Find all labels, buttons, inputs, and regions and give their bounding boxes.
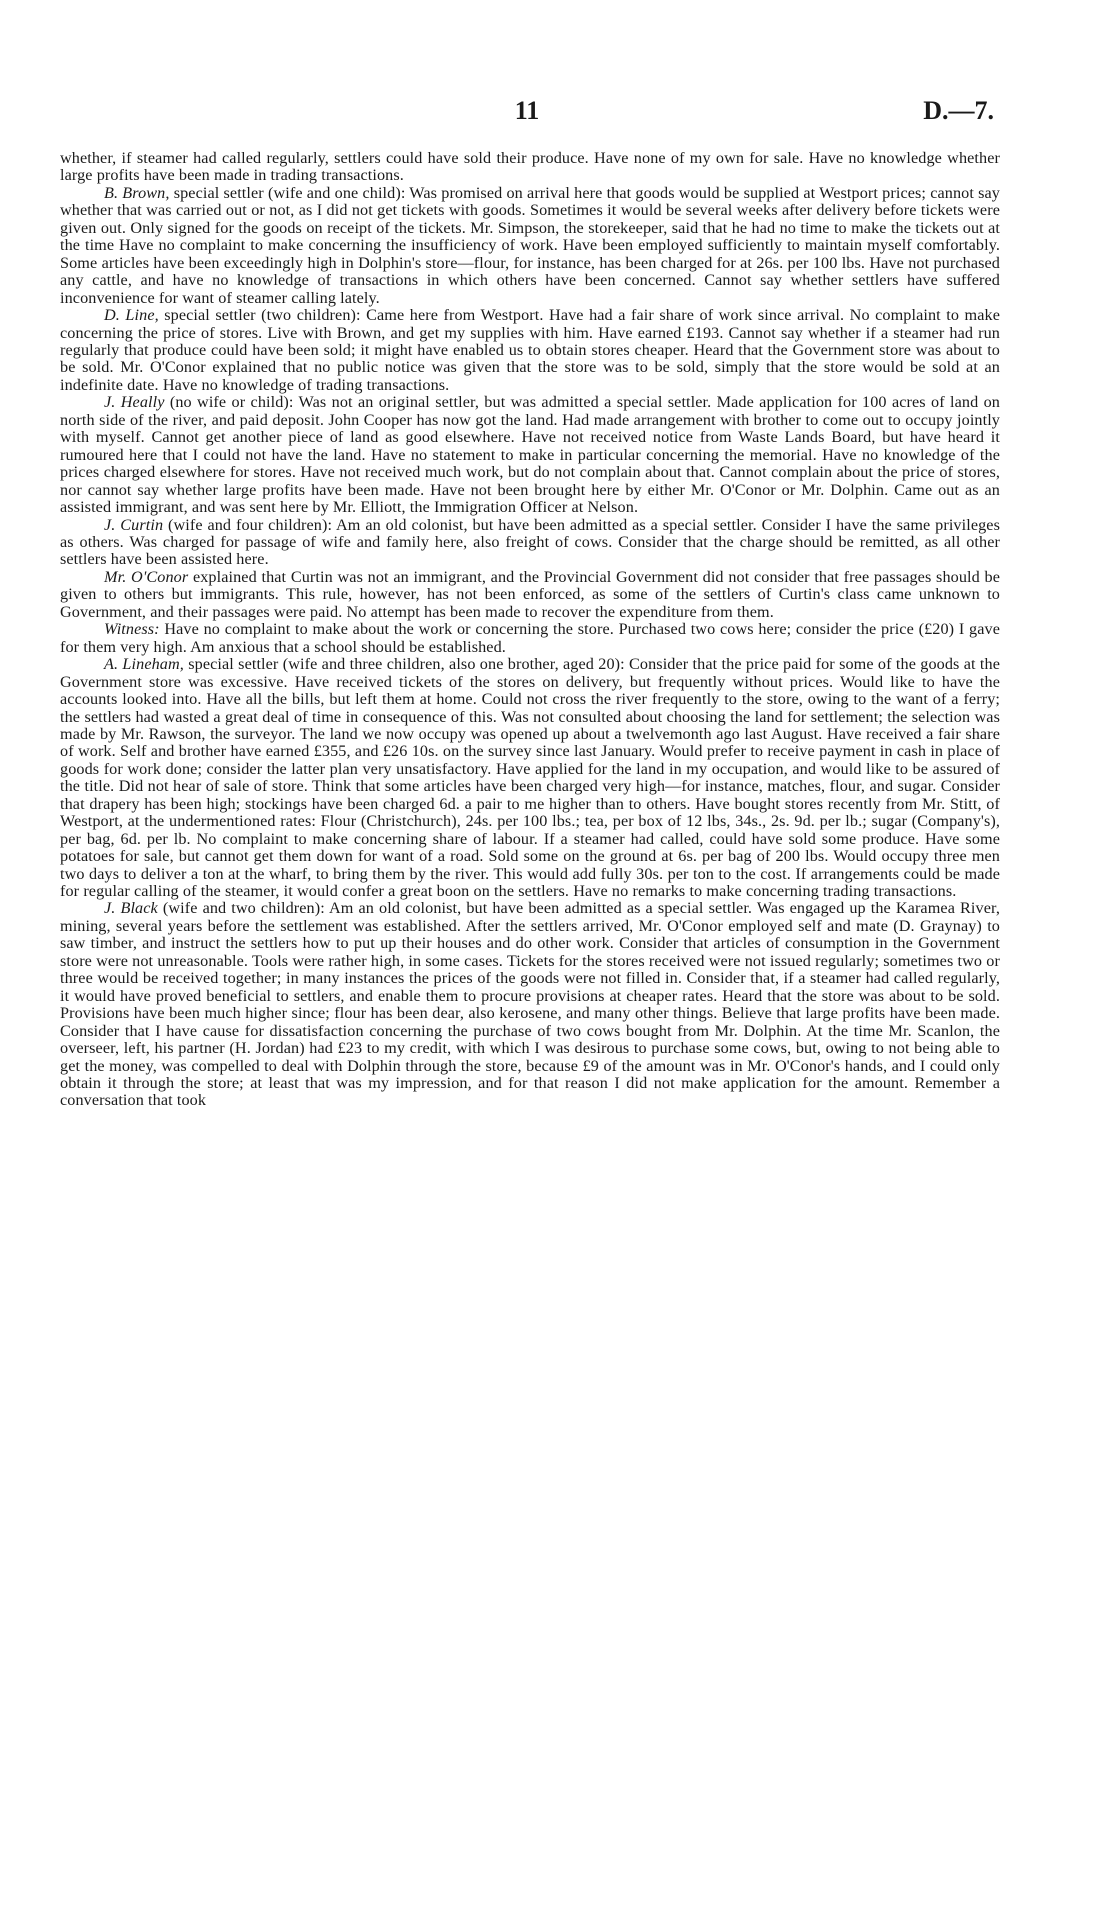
paragraph: [60, 900, 1000, 1109]
speaker-name: J. Heally: [104, 393, 165, 412]
speaker-name: A. Lineham,: [104, 655, 184, 674]
paragraph: [60, 307, 1000, 394]
paragraph-text: special settler (wife and one child): Was promised on arrival here that goods would be supplied at Westport prices; cannot say whether that was carried out or not, as I did not get tickets with goods. Sometimes it would be several weeks after delivery before tickets were given out. Only signed for the goods on receipt of the tickets. Mr. Simpson, the storekeeper, said that he had no time to make the tickets out at the time Have no complaint to make concerning the insufficiency of work. Have been employed sufficiently to maintain myself comfortably. Some articles have been exceedingly high in Dolphin's store—flour, for instance, has been charged for at 26s. per 100 lbs. Have not purchased any cattle, and have no knowledge of transactions in which others have been concerned. Cannot say whether settlers have suffered inconvenience for want of steamer calling lately.: [60, 183, 1000, 307]
body-text: [60, 150, 1000, 1110]
document-code: D.—7.: [923, 96, 994, 125]
speaker-name: J. Black: [104, 899, 158, 918]
speaker-name: Mr. O'Conor: [104, 567, 189, 586]
paragraph: [60, 394, 1000, 516]
speaker-name: D. Line,: [104, 306, 159, 325]
paragraph: [60, 517, 1000, 569]
paragraph-text: special settler (two children): Came here from Westport. Have had a fair share of work since arrival. No complaint to make concerning the price of stores. Live with Brown, and get my supplies with him. Have earned £193. Cannot say whether if a steamer had run regularly that produce could have been sold; it might have enabled us to obtain stores cheaper. Heard that the Government store was about to be sold. Mr. O'Conor explained that no public notice was given that the store was to be sold, simply that the store would be sold at an indefinite date. Have no knowledge of trading transactions.: [60, 306, 1000, 394]
paragraph: [60, 185, 1000, 307]
paragraph-text: special settler (wife and three children, also one brother, aged 20): Consider that the price paid for some of the goods at the Government store was excessive. Have received tickets of the stores on delivery, but frequently without prices. Would like to have the accounts looked into. Have all the bills, but left them at home. Could not cross the river frequently to the store, owing to the want of a ferry; the settlers had wasted a great deal of time in consequence of this. Was not consulted about choosing the land for settlement; the selection was made by Mr. Rawson, the surveyor. The land we now occupy was opened up about a twelvemonth ago last August. Have received a fair share of work. Self and brother have earned £355, and £26 10s. on the survey since last January. Would prefer to receive payment in cash in place of goods for work done; consider the latter plan very unsatisfactory. Have applied for the land in my occupation, and would like to be assured of the title. Did not hear of sale of store. Think that some articles have been charged very high—for instance, matches, flour, and sugar. Consider that drapery has been high; stockings have been charged 6d. a pair to me higher than to others. Have bought stores recently from Mr. Stitt, of Westport, at the undermentioned rates: Flour (Christchurch), 24s. per 100 lbs.; tea, per box of 12 lbs, 34s., 2s. 9d. per lb.; sugar (Company's), per bag, 6d. per lb. No complaint to make concerning share of labour. If a steamer had called, could have sold some produce. Have some potatoes for sale, but cannot get them down for want of a road. Sold some on the ground at 6s. per bag of 200 lbs. Would occupy three men two days to deliver a ton at the wharf, to bring them by the river. This would add fully 30s. per ton to the cost. If arrangements could be made for regular calling of the steamer, it would confer a great boon on the settlers. Have no remarks to make concerning trading transactions.: [60, 655, 1000, 901]
speaker-name: B. Brown,: [104, 183, 170, 202]
paragraph-text: Have no complaint to make about the work or concerning the store. Purchased two cows here; consider the price (£20) I gave for them very high. Am anxious that a school should be established.: [60, 620, 1000, 656]
page-number: 11: [514, 96, 540, 125]
paragraph-text: (wife and two children): Am an old colonist, but have been admitted as a special settler. Was engaged up the Karamea River, mining, several years before the settlement was established. After the settlers arrived, Mr. O'Conor employed self and mate (D. Graynay) to saw timber, and instruct the settlers how to put up their houses and do other work. Consider that articles of consumption in the Government store were not unreasonable. Tools were rather high, in some cases. Tickets for the stores received were not issued regularly; sometimes two or three would be received together; in many instances the prices of the goods were not filled in. Consider that, if a steamer had called regularly, it would have proved beneficial to settlers, and enable them to procure provisions at cheaper rates. Heard that the store was about to be sold. Provisions have been much higher since; flour has been dear, also kerosene, and many other things. Believe that large profits have been made. Consider that I have cause for dissatisfaction concerning the purchase of two cows bought from Mr. Dolphin. At the time Mr. Scanlon, the overseer, left, his partner (H. Jordan) had £23 to my credit, with which I was desirous to purchase some cows, but, owing to not being able to get the money, was compelled to deal with Dolphin through the store, because £9 of the amount was in Mr. O'Conor's hands, and I could only obtain it through the store; at least that was my impression, and for that reason I did not make application for the amount. Remember a conversation that took: [60, 899, 1000, 1110]
paragraph: [60, 569, 1000, 621]
paragraph-text: (wife and four children): Am an old colonist, but have been admitted as a special settler. Consider I have the same privileges as others. Was charged for passage of wife and family here, also freight of cows. Consider that the charge should be remitted, as all other settlers have been assisted here.: [60, 515, 1000, 569]
paragraph-text: whether, if steamer had called regularly, settlers could have sold their produce. Have none of my own for sale. Have no knowledge whether large profits have been made in trading transactions.: [60, 149, 1000, 185]
paragraph-text: (no wife or child): Was not an original settler, but was admitted a special settler. Made application for 100 acres of land on north side of the river, and paid deposit. John Cooper has now got the land. Had made arrangement with brother to come out to occupy jointly with myself. Cannot get another piece of land as good elsewhere. Have not received notice from Waste Lands Board, but have heard it rumoured here that I could not have the land. Have no statement to make in particular concerning the memorial. Have no knowledge of the prices charged elsewhere for stores. Have not received much work, but do not complain about that. Cannot complain about the price of stores, nor cannot say whether large profits have been made. Have not been brought here by either Mr. O'Conor or Mr. Dolphin. Came out as an assisted immigrant, and was sent here by Mr. Elliott, the Immigration Officer at Nelson.: [60, 393, 1001, 517]
paragraph: [60, 150, 1000, 185]
paragraph: [60, 656, 1000, 900]
paragraph-text: explained that Curtin was not an immigrant, and the Provincial Government did not consider that free passages should be given to others but immigrants. This rule, however, has not been enforced, as some of the settlers of Curtin's class came unknown to Government, and their passages were paid. No attempt has been made to recover the expenditure from them.: [60, 567, 1000, 621]
speaker-name: J. Curtin: [104, 515, 164, 534]
paragraph: [60, 621, 1000, 656]
page-header: [60, 96, 994, 130]
speaker-name: Witness:: [104, 620, 160, 639]
